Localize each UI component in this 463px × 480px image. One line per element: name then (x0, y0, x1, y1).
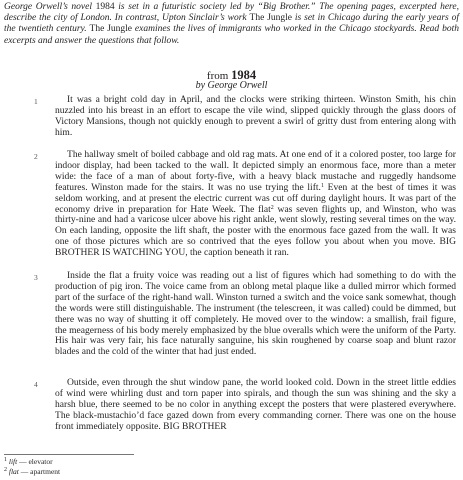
footnote-definition: — elevator (17, 457, 53, 466)
paragraph-text: Inside the flat a fruity voice was reading out a list of figures which had something to do with the production of pig iron. The voice came from an oblong metal plaque like a dulled mirror which formed part of the surface of the right-hand wall. Winston turned a switch and the voice sank somewhat, though the words were still distinguishable. The instrument (the telescreen, it was called) could be dimmed, but there was no way of shutting it off completely. He moved over to the window: a smallish, frail figure, the meagerness of his body merely emphasized by the blue overalls which were the uniform of the Party. His hair was very fair, his face naturally sanguine, his skin roughened by coarse soap and blunt razor blades and the cold of the winter that had just ended. (55, 270, 456, 358)
paragraph-1 (55, 95, 456, 139)
paragraph-text: The hallway smelt of boiled cabbage and old rag mats. At one end of it a colored poster, too large for indoor display, had been tacked to the wall. It depicted simply an enormous face, more than a meter wide: the face of a man of about forty-five, with a heavy black mustache and ruggedly handsome features. Winston made for the stairs. It was no use trying the lift. (55, 149, 456, 193)
paragraph-text: Even at the best of times it was seldom working, and at present the electric current was cut off during daylight hours. It was part of the economy drive in preparation for Hate Week. The flat (55, 181, 456, 215)
paragraph-text: was seven flights up, and Winston, who was thirty-nine and had a varicose ulcer above his right ankle, went slowly, resting several times on the way. On each landing, opposite the lift shaft, the poster with the enormous face gazed from the wall. It was one of those pictures which are so contrived that the eyes follow you about when you move. BIG BROTHER IS WATCHING YOU, the caption beneath it ran. (55, 203, 456, 259)
footnote-mark: 1 (4, 457, 7, 463)
footnote-1 (4, 457, 53, 466)
paragraph-text: It was a bright cold day in April, and the clocks were striking thirteen. Winston Smith, his chin nuzzled into his breast in an effort to escape the vile wind, slipped quickly through the glass doors of Victory Mansions, though not quickly enough to prevent a swirl of gritty dust from entering along with him. (55, 94, 456, 138)
footnote-divider (4, 454, 134, 455)
byline: by George Orwell (195, 80, 268, 91)
intro-text (4, 2, 459, 47)
paragraph-text: Outside, even through the shut window pane, the world looked cold. Down in the street little eddies of wind were whirling dust and torn paper into spirals, and though the sun was shining and the sky a harsh blue, there seemed to be no color in anything except the posters that were plastered everywhere. The black-mustachio’d face gazed down from every commanding corner. There was one on the house front immediately opposite. BIG BROTHER (55, 377, 456, 432)
intro-part: is set in a futuristic society led by “Big Brother.” The opening pages, excerpted here, describe the city of London. In contrast, Upton Sinclair’s work (4, 2, 459, 24)
footnote-term: lift (8, 457, 18, 466)
footnote-ref[interactable]: 2 (270, 204, 274, 211)
paragraph-number: 3 (34, 273, 38, 282)
heading-title: 1984 (231, 68, 257, 82)
paragraph-3 (55, 271, 456, 358)
footnote-term: flat (8, 467, 19, 476)
paragraph-number: 1 (34, 97, 38, 106)
intro-title-1984: 1984 (95, 2, 115, 12)
paragraph-number: 4 (34, 380, 38, 389)
footnote-2 (4, 467, 60, 476)
intro-title-jungle: The Jungle (249, 13, 293, 24)
footnote-definition: — apartment (18, 467, 61, 476)
paragraph-number: 2 (34, 152, 38, 161)
intro-title-jungle-2: The Jungle (89, 24, 133, 35)
heading-from: from (206, 70, 232, 82)
intro-part: is set in Chicago during the early years of the twentieth century. (4, 13, 459, 35)
paragraph-2 (55, 150, 456, 259)
paragraph-4 (55, 378, 456, 433)
footnote-ref[interactable]: 1 (320, 182, 324, 189)
intro-part: George Orwell’s novel (4, 2, 96, 12)
intro-part: examines the lives of immigrants who worked in the Chicago stockyards. Read both excerpts and answer the questions that follow. (4, 24, 459, 46)
footnote-mark: 2 (4, 467, 7, 473)
